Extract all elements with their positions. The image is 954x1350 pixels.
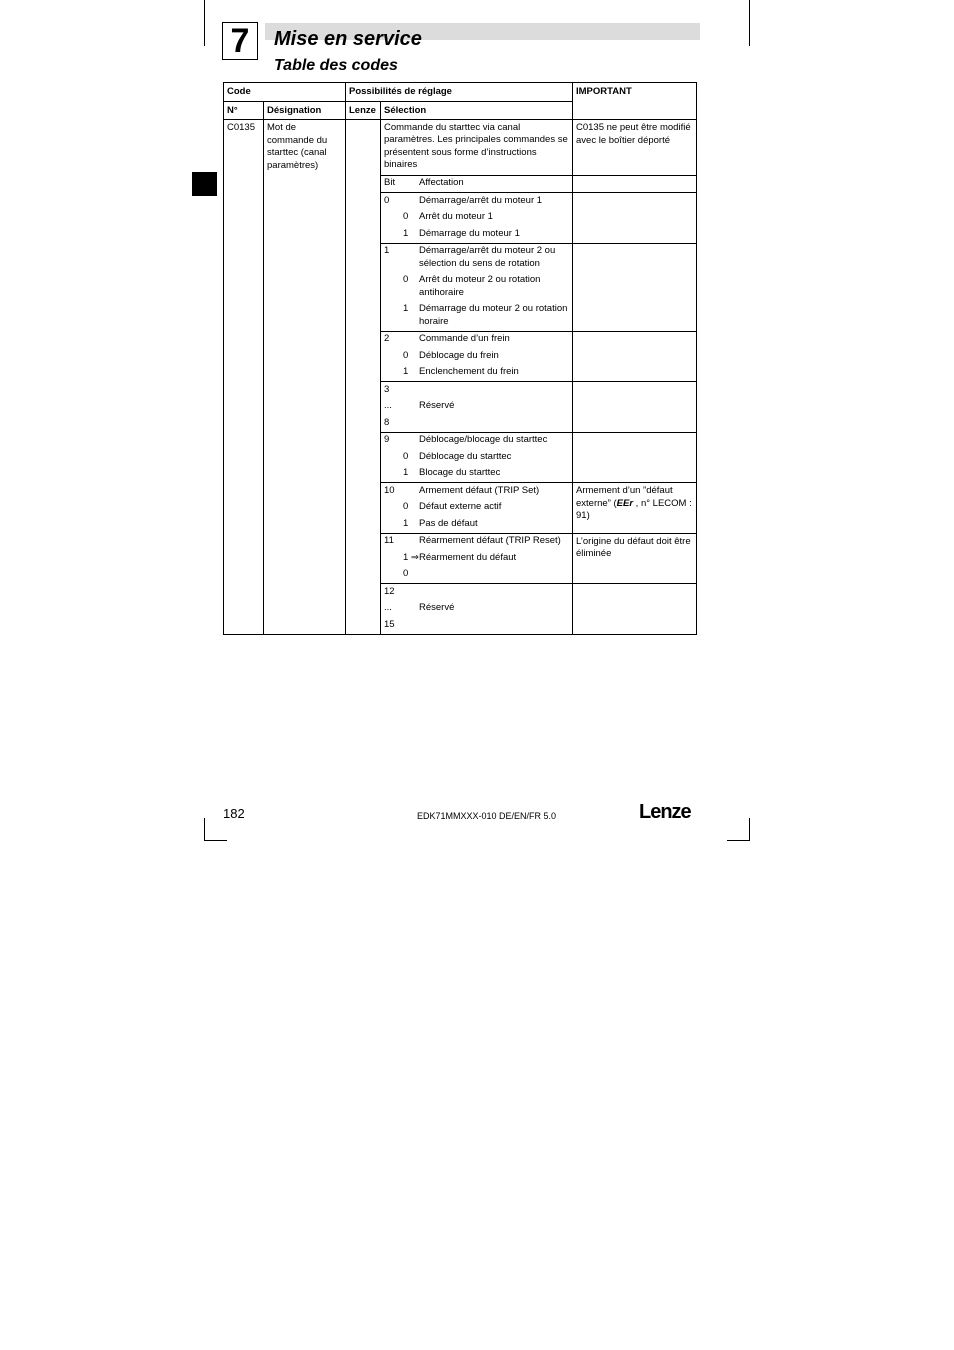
selection-cell [381,331,573,382]
bit-description: Réarmement du défaut [419,551,517,563]
important-cell [573,193,697,244]
important-intro: C0135 ne peut être modifié avec le boîtier déporté [573,120,697,176]
bit-number [384,552,403,565]
bit-number [384,303,403,328]
important-cell [573,382,697,433]
selection-line [381,550,572,567]
bit-value [403,485,419,498]
selection-cell [381,483,573,534]
selection-line [381,193,572,210]
bit-value: 0 [403,211,409,222]
bit-value [403,400,419,413]
bit-value: 0 [403,450,409,462]
bit-value [403,384,419,397]
lenze-logo: Lenze [639,801,691,823]
bit-number: 10 [384,484,395,496]
header-code: Code [224,83,346,102]
bit-value [403,333,419,346]
crop-mark [749,0,750,46]
bit-description: Blocage du starttec [419,467,501,478]
selection-line [381,534,572,551]
bit-description: Armement défaut (TRIP Set) [419,484,540,496]
important-cell [573,331,697,382]
selection-line [381,244,572,273]
code-cell: C0135 [224,120,264,635]
bit-number [384,366,403,379]
bit-number: 15 [384,618,395,630]
bit-number: 12 [384,585,395,597]
header-lenze: Lenze [346,101,381,120]
important-cell [573,175,697,193]
bit-number: 11 [384,535,394,546]
selection-line [381,226,572,243]
selection-line [381,617,572,634]
selection-line [381,348,572,365]
error-code-display: EEr [616,497,634,509]
important-cell [573,243,697,331]
bit-number [384,350,403,363]
table-header-row [224,83,697,102]
crop-mark [204,0,205,46]
bit-number: ... [384,602,392,613]
bit-value: 1 ⇒ [403,551,419,563]
selection-line [381,332,572,349]
bit-value [403,619,419,632]
bit-number [384,467,403,480]
bit-description: Démarrage du moteur 2 ou rotation horaire [419,303,568,327]
bit-value: 0 [403,349,409,361]
bit-description: Défaut externe actif [419,501,502,512]
bit-description: Arrêt du moteur 1 [419,211,493,222]
bit-description [419,619,570,632]
bit-description: Déblocage du starttec [419,450,512,462]
important-cell [573,584,697,635]
bit-value: 0 [403,501,409,512]
bit-value [403,586,419,599]
bit-number [384,274,403,299]
selection-line [381,483,572,500]
selection-line [381,273,572,302]
selection-line [381,399,572,416]
bit-description: Démarrage/arrêt du moteur 2 ou sélection du sens de rotation [419,245,556,269]
crop-mark [204,840,227,841]
table-row [224,120,697,176]
bit-label: Bit [384,177,396,188]
bit-description [419,417,570,430]
bit-description: Commande d’un frein [419,333,510,344]
important-cell: L’origine du défaut doit être éliminée [573,533,697,584]
selection-line [381,601,572,618]
important-cell [573,432,697,483]
bit-description: Déblocage/blocage du starttec [419,434,548,445]
bit-number: 9 [384,434,390,445]
bit-number [384,518,403,531]
bit-number: 0 [384,194,390,206]
bit-value [403,195,419,208]
bit-description: Enclenchement du frein [419,366,519,377]
bit-description: Démarrage du moteur 1 [419,227,520,239]
selection-cell [381,193,573,244]
bit-value: 0 [403,568,409,579]
selection-intro [381,120,573,176]
selection-line [381,433,572,450]
bit-description: Réservé [419,400,455,411]
intro-text: Commande du starttec via canal paramètres. Les principales commandes se présentent sous forme d’instructions binaires [384,121,568,170]
header-selection: Sélection [381,101,573,120]
chapter-tab-marker [192,172,217,196]
selection-line [381,567,572,584]
chapter-number: 7 [222,22,258,60]
chapter-title: Mise en service [274,28,422,50]
bit-value: 0 [403,274,409,285]
bit-number: 2 [384,333,390,344]
bit-description [419,384,570,397]
bit-value: 1 [403,366,409,377]
section-title: Table des codes [274,57,398,74]
bit-value: 1 [403,227,409,239]
header-designation: Désignation [264,101,346,120]
bit-description [419,568,570,581]
affectation-label: Affectation [419,177,464,188]
document-code: EDK71MMXXX-010 DE/EN/FR 5.0 [417,811,557,821]
bit-number [384,501,403,514]
selection-line [381,365,572,382]
bit-value: 1 [403,303,409,314]
header-possibilities: Possibilités de réglage [346,83,573,102]
selection-line [381,302,572,331]
bit-number: 8 [384,416,390,428]
important-text: Armement d’un ”défaut externe” ( [576,485,673,509]
bit-description [419,586,570,599]
selection-line [381,466,572,483]
important-text: , n° LECOM : 91) [576,497,692,521]
selection-cell [381,432,573,483]
crop-mark [204,818,205,841]
designation-cell: Mot de commande du starttec (canal paramètres) [264,120,346,635]
selection-cell [381,382,573,433]
bit-description: Déblocage du frein [419,349,499,361]
selection-cell [381,533,573,584]
bit-value [403,602,419,615]
bit-header-cell [381,175,573,193]
bit-description: Pas de défaut [419,517,478,529]
lenze-cell [346,120,381,635]
bit-value [403,434,419,447]
header-important: IMPORTANT [573,83,697,120]
crop-mark [727,840,750,841]
selection-line [381,415,572,432]
bit-number: 3 [384,383,390,395]
bit-number: 1 [384,245,390,256]
selection-line [381,500,572,517]
bit-number [384,211,403,224]
selection-line [381,516,572,533]
selection-cell [381,584,573,635]
page-number: 182 [223,806,245,821]
bit-description: Démarrage/arrêt du moteur 1 [419,194,543,206]
bit-description: Arrêt du moteur 2 ou rotation antihoraire [419,274,541,298]
bit-number [384,228,403,241]
selection-line [381,584,572,601]
bit-description: Réservé [419,602,455,613]
selection-line [381,210,572,227]
bit-number [384,451,403,464]
selection-line [381,449,572,466]
important-cell [573,483,697,534]
bit-number [384,568,403,581]
bit-value [403,417,419,430]
code-table [223,82,697,635]
selection-line [381,382,572,399]
bit-value [403,245,419,270]
bit-number: ... [384,400,392,411]
bit-description: Réarmement défaut (TRIP Reset) [419,535,561,546]
selection-cell [381,243,573,331]
bit-value [403,535,419,548]
bit-value: 1 [403,467,409,478]
header-no: N° [224,101,264,120]
crop-mark [749,818,750,841]
bit-value: 1 [403,517,409,529]
